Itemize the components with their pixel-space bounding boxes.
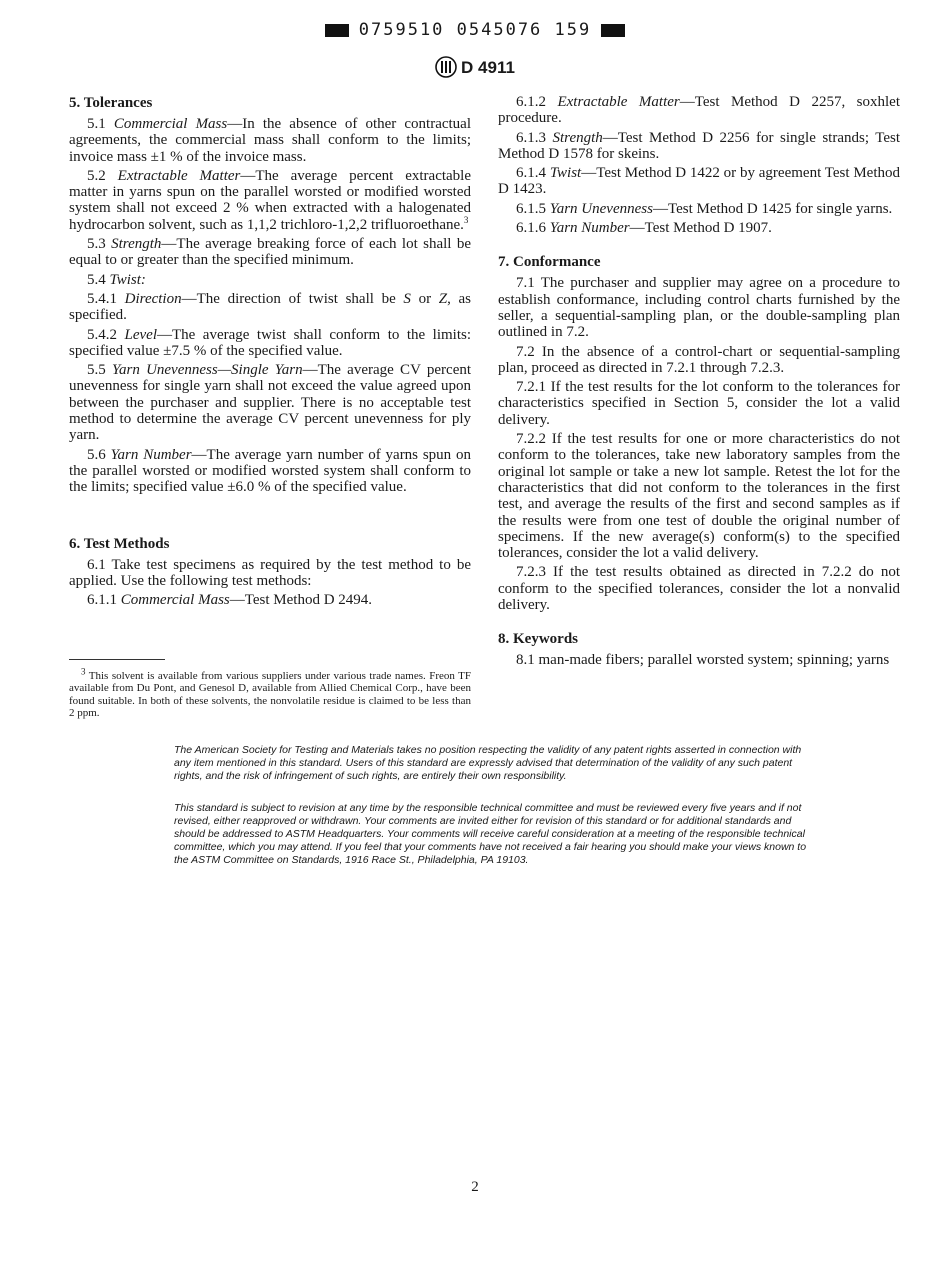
paragraph-7-2-3: 7.2.3 If the test results obtained as directed in 7.2.2 do not conform to the specified tolerances, consider the lot a nonvalid delivery.: [498, 564, 900, 614]
paragraph-6-1-4: 6.1.4 Twist—Test Method D 1422 or by agreement Test Method D 1423.: [498, 165, 901, 198]
revision-notice: This standard is subject to revision at any time by the responsible technical committee and must be reviewed every five years and if not revised, either reapproved or withdrawn. Your comments are invited either for revision of this standard or for additional standards and should be addressed to ASTM Headquarters. Your comments will receive careful consideration at a meeting of the responsible technical committee, which you may attend. If you feel that your comments have not received a fair hearing you should make your views known to the ASTM Committee on Standards, 1916 Race St., Philadelphia, PA 19103.: [174, 802, 807, 866]
paragraph-6-1-5: 6.1.5 Yarn Unevenness—Test Method D 1425 for single yarns.: [516, 200, 893, 217]
right-column: [498, 94, 900, 672]
paragraph-7-2: 7.2 In the absence of a control-chart or sequential-sampling plan, proceed as directed in 7.2.1 through 7.2.3.: [498, 343, 900, 376]
paragraph-6-1-2: 6.1.2 Extractable Matter—Test Method D 2257, soxhlet procedure.: [498, 94, 901, 127]
paragraph-7-1: 7.1 The purchaser and supplier may agree on a procedure to establish conformance, including control charts furnished by the seller, a sequential-sampling plan, or the double-sampling plan outlined in 7.2.: [498, 275, 900, 341]
left-column: [69, 94, 471, 611]
footnote-3: $^3$ This solvent is available from various suppliers under various trade names. Freon TF available from Du Pont, and Genesol D, available from Allied Chemical Corp., have been found suitable. In both of these solvents, the nonvolatile residue is claimed to be less than 2 ppm.: [69, 666, 471, 720]
section-heading-keywords: 8. Keywords: [498, 631, 578, 648]
barcode-block-left: [325, 24, 349, 37]
paragraph-5-5: 5.5 Yarn Unevenness—Single Yarn—The average CV percent unevenness for single yarn shall not exceed the value agreed upon between the purchaser and supplier. There is no acceptable test method to determine the average CV percent unevenness for ply yarn.: [69, 362, 472, 444]
patent-notice: The American Society for Testing and Materials takes no position respecting the validity of any patent rights asserted in connection with any item mentioned in this standard. Users of this standard are expressly advised that determination of the validity of any such patent rights, and the risk of infringement of such rights, are entirely their own responsibility.: [174, 744, 802, 782]
paragraph-6-1-1: 6.1.1 Commercial Mass—Test Method D 2494.: [87, 592, 373, 609]
paragraph-5-4-2: 5.4.2 Level—The average twist shall conform to the limits: specified value ±7.5 % of the specified value.: [69, 326, 472, 359]
paragraph-5-1: 5.1 Commercial Mass—In the absence of other contractual agreements, the commercial mass shall conform to the limits; invoice mass ±1 % of the invoice mass.: [69, 116, 472, 165]
paragraph-5-2: 5.2 Extractable Matter—The average percent extractable matter in yarns spun on the parallel worsted or modified worsted system shall not exceed 2 % when extracted with a halogenated hydrocarbon solvent, such as 1,1,2 trichloro-1,2,2 trifluoroethane.$^3$: [69, 167, 471, 233]
footnote-divider: [69, 659, 165, 660]
paragraph-5-6: 5.6 Yarn Number—The average yarn number of yarns spun on the parallel worsted or modified worsted system shall conform to the limits; specified value ±6.0 % of the specified value.: [69, 446, 471, 496]
paragraph-6-1-6: 6.1.6 Yarn Number—Test Method D 1907.: [516, 220, 772, 237]
section-heading-conformance: 7. Conformance: [498, 254, 601, 271]
paragraph-5-4-1: 5.4.1 Direction—The direction of twist shall be S or Z, as specified.: [69, 290, 472, 324]
section-heading-test-methods: 6. Test Methods: [69, 535, 170, 552]
paragraph-8-1: 8.1 man-made fibers; parallel worsted system; spinning; yarns: [516, 652, 890, 669]
paragraph-5-4: 5.4 Twist:: [87, 271, 146, 288]
paragraph-7-2-2: 7.2.2 If the test results for one or more characteristics do not conform to the tolerances, take new laboratory samples from the original lot sample or take a new lot sample. Retest the lot for the characteristics that did not conform to the tolerances in the first test, and average the results of the first and second samples as if the results were from one test of double the original number of specimens. If the new average(s) conform(s) to the specified tolerances, consider the lot a valid delivery.: [498, 431, 900, 562]
document-code-text: 0759510 0545076 159: [358, 20, 592, 40]
standard-header: [0, 56, 950, 78]
page-number: 2: [471, 1179, 479, 1195]
document-code: [0, 20, 950, 40]
paragraph-6-1-3: 6.1.3 Strength—Test Method D 2256 for single strands; Test Method D 1578 for skeins.: [498, 129, 901, 162]
standard-number: D 4911: [461, 58, 515, 77]
section-heading-tolerances: 5. Tolerances: [69, 95, 153, 111]
paragraph-7-2-1: 7.2.1 If the test results for the lot conform to the tolerances for characteristics specified in Section 5, consider the lot a valid delivery.: [498, 379, 900, 428]
astm-logo-icon: [435, 56, 457, 78]
paragraph-6-1: 6.1 Take test specimens as required by the test method to be applied. Use the following test methods:: [69, 556, 471, 589]
paragraph-5-3: 5.3 Strength—The average breaking force of each lot shall be equal to or greater than the specified minimum.: [69, 236, 471, 269]
barcode-block-right: [601, 24, 625, 37]
